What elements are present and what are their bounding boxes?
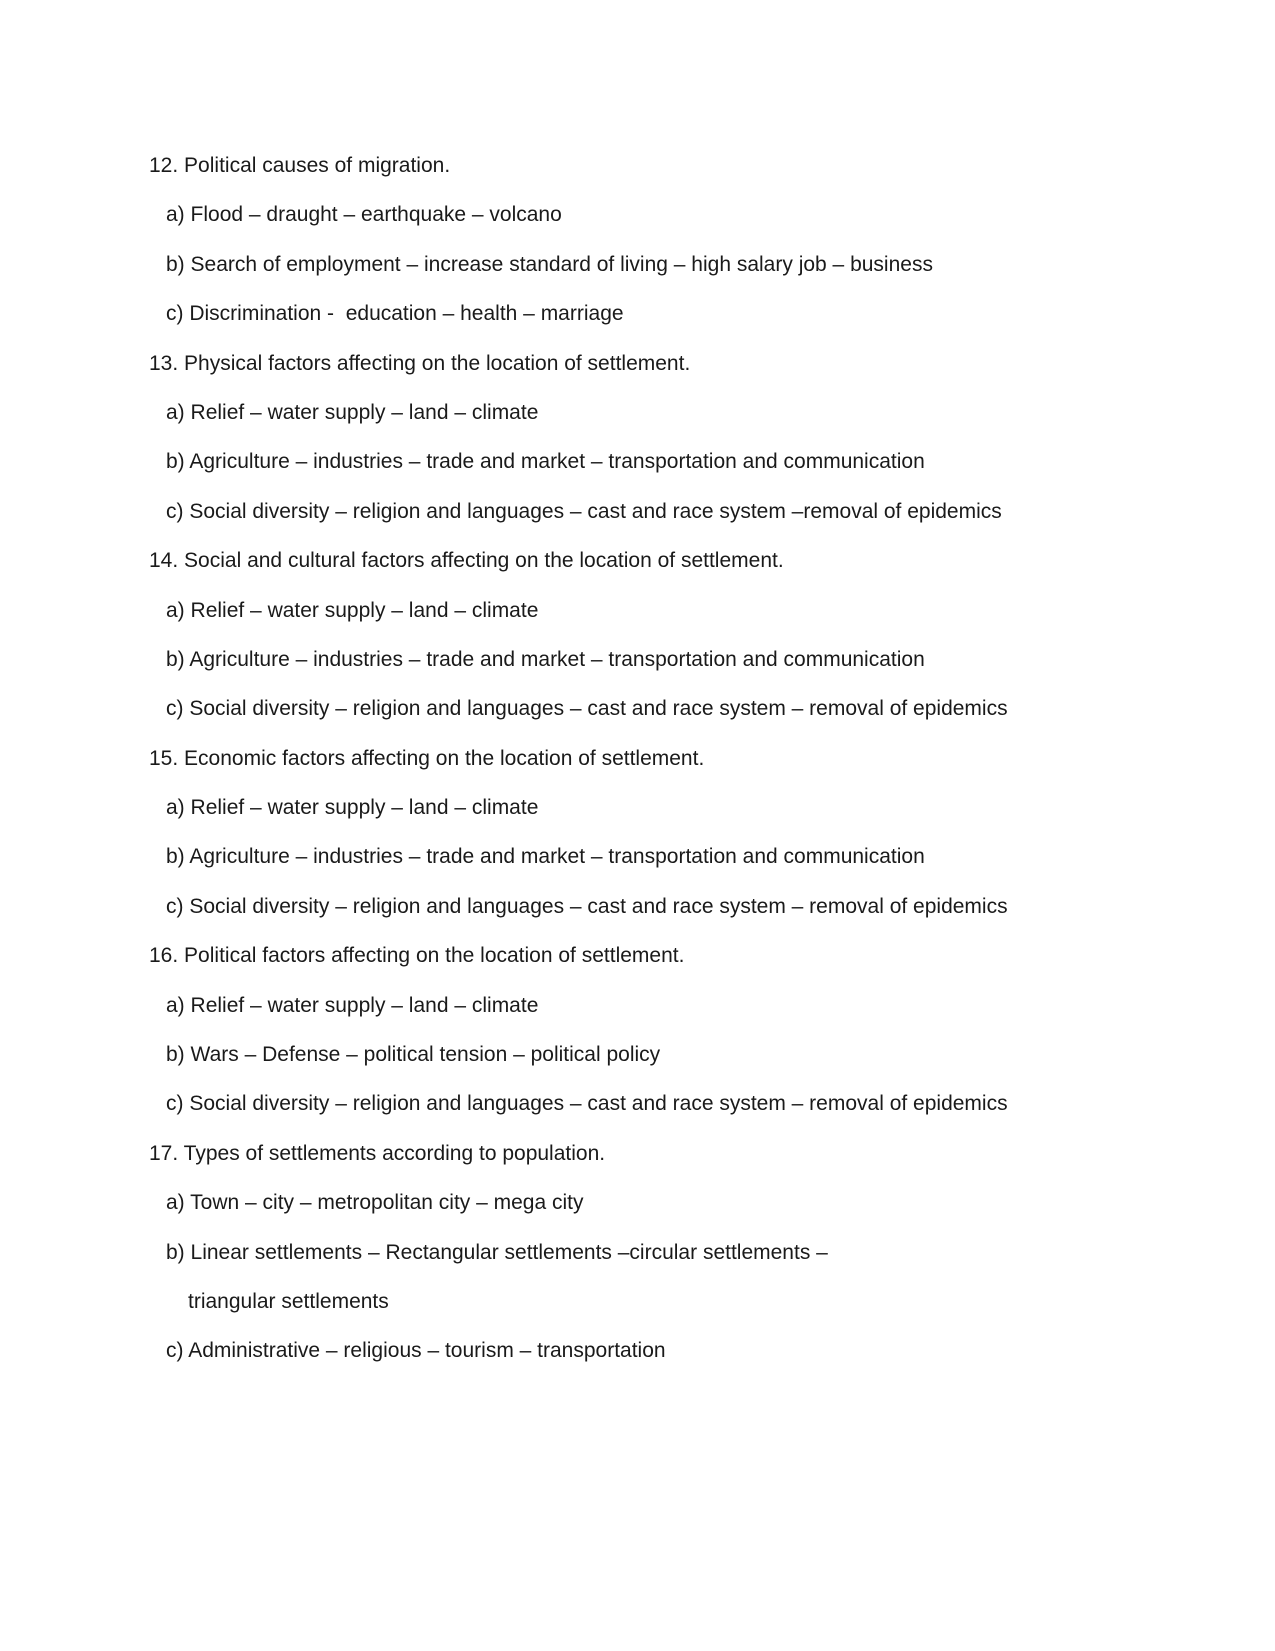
question-text: Political causes of migration. bbox=[184, 154, 451, 177]
option-text: Wars – Defense – political tension – political policy bbox=[190, 1043, 661, 1067]
option-text: Agriculture – industries – trade and market – transportation and communication bbox=[189, 845, 925, 869]
question-number: 13. bbox=[149, 351, 179, 375]
option-text: Flood – draught – earthquake – volcano bbox=[190, 203, 562, 227]
option-item bbox=[149, 586, 1149, 635]
option-label: b) bbox=[166, 1240, 185, 1264]
question-1 bbox=[149, 141, 1149, 190]
question-2 bbox=[149, 339, 1149, 388]
option-label: a) bbox=[166, 1191, 185, 1215]
option-item bbox=[149, 1030, 1149, 1079]
question-text: Economic factors affecting on the location of settlement. bbox=[184, 746, 705, 770]
option-item bbox=[149, 684, 1149, 733]
option-text: Relief – water supply – land – climate bbox=[190, 993, 539, 1017]
option-label: b) bbox=[166, 1043, 185, 1067]
option-label: a) bbox=[166, 993, 185, 1017]
option-text: triangular settlements bbox=[188, 1289, 389, 1313]
option-label: b) bbox=[166, 647, 185, 671]
question-number: 16. bbox=[149, 944, 179, 968]
option-text: Relief – water supply – land – climate bbox=[190, 598, 539, 622]
option-label: a) bbox=[166, 796, 185, 820]
option-item bbox=[149, 388, 1149, 437]
question-number: 14. bbox=[149, 549, 179, 573]
option-text: Administrative – religious – tourism – transportation bbox=[188, 1339, 666, 1363]
option-text: Discrimination - education – health – marriage bbox=[189, 302, 624, 326]
option-text: Linear settlements – Rectangular settlements –circular settlements – bbox=[190, 1240, 828, 1264]
option-item bbox=[149, 1079, 1149, 1128]
option-text: Relief – water supply – land – climate bbox=[190, 796, 539, 820]
option-text: Social diversity – religion and languages – cast and race system – removal of epidemics bbox=[189, 697, 1008, 721]
question-number: 15. bbox=[149, 746, 179, 770]
question-text: Social and cultural factors affecting on the location of settlement. bbox=[184, 549, 784, 573]
option-item bbox=[149, 981, 1149, 1030]
option-item bbox=[149, 487, 1149, 536]
option-label: c) bbox=[166, 1339, 184, 1363]
option-item bbox=[149, 1326, 1149, 1375]
option-label: b) bbox=[166, 252, 185, 276]
question-number: 12. bbox=[149, 154, 179, 177]
option-label: a) bbox=[166, 598, 185, 622]
option-item bbox=[149, 832, 1149, 881]
question-5 bbox=[149, 931, 1149, 980]
question-text: Physical factors affecting on the location of settlement. bbox=[184, 351, 691, 375]
option-item bbox=[149, 190, 1149, 239]
option-label: b) bbox=[166, 450, 185, 474]
option-label: b) bbox=[166, 845, 185, 869]
question-6 bbox=[149, 1129, 1149, 1178]
option-item bbox=[149, 882, 1149, 931]
option-label: c) bbox=[166, 894, 184, 918]
question-text: Types of settlements according to population. bbox=[183, 1141, 606, 1165]
option-text: Relief – water supply – land – climate bbox=[190, 400, 539, 424]
question-number: 17. bbox=[149, 1141, 179, 1165]
option-text: Social diversity – religion and languages – cast and race system – removal of epidemics bbox=[189, 1092, 1008, 1116]
question-4 bbox=[149, 734, 1149, 783]
option-text: Search of employment – increase standard of living – high salary job – business bbox=[190, 252, 933, 276]
option-text: Agriculture – industries – trade and market – transportation and communication bbox=[189, 450, 925, 474]
option-item bbox=[149, 240, 1149, 289]
option-label: a) bbox=[166, 203, 185, 227]
option-label: c) bbox=[166, 499, 184, 523]
option-text: Social diversity – religion and languages – cast and race system –removal of epidemics bbox=[189, 499, 1002, 523]
option-item bbox=[149, 783, 1149, 832]
option-item bbox=[149, 635, 1149, 684]
question-3 bbox=[149, 536, 1149, 585]
option-label: c) bbox=[166, 697, 184, 721]
option-text: Agriculture – industries – trade and market – transportation and communication bbox=[189, 647, 925, 671]
question-text: Political factors affecting on the location of settlement. bbox=[184, 944, 685, 968]
option-item bbox=[149, 289, 1149, 338]
option-text: Town – city – metropolitan city – mega city bbox=[190, 1191, 584, 1215]
option-item bbox=[149, 437, 1149, 486]
option-item bbox=[149, 1228, 1149, 1277]
option-item-continuation bbox=[149, 1277, 1149, 1326]
option-label: c) bbox=[166, 302, 184, 326]
option-item bbox=[149, 1178, 1149, 1227]
option-label: a) bbox=[166, 400, 185, 424]
option-label: c) bbox=[166, 1092, 184, 1116]
question-list bbox=[149, 141, 1149, 1376]
option-text: Social diversity – religion and languages – cast and race system – removal of epidemics bbox=[189, 894, 1008, 918]
